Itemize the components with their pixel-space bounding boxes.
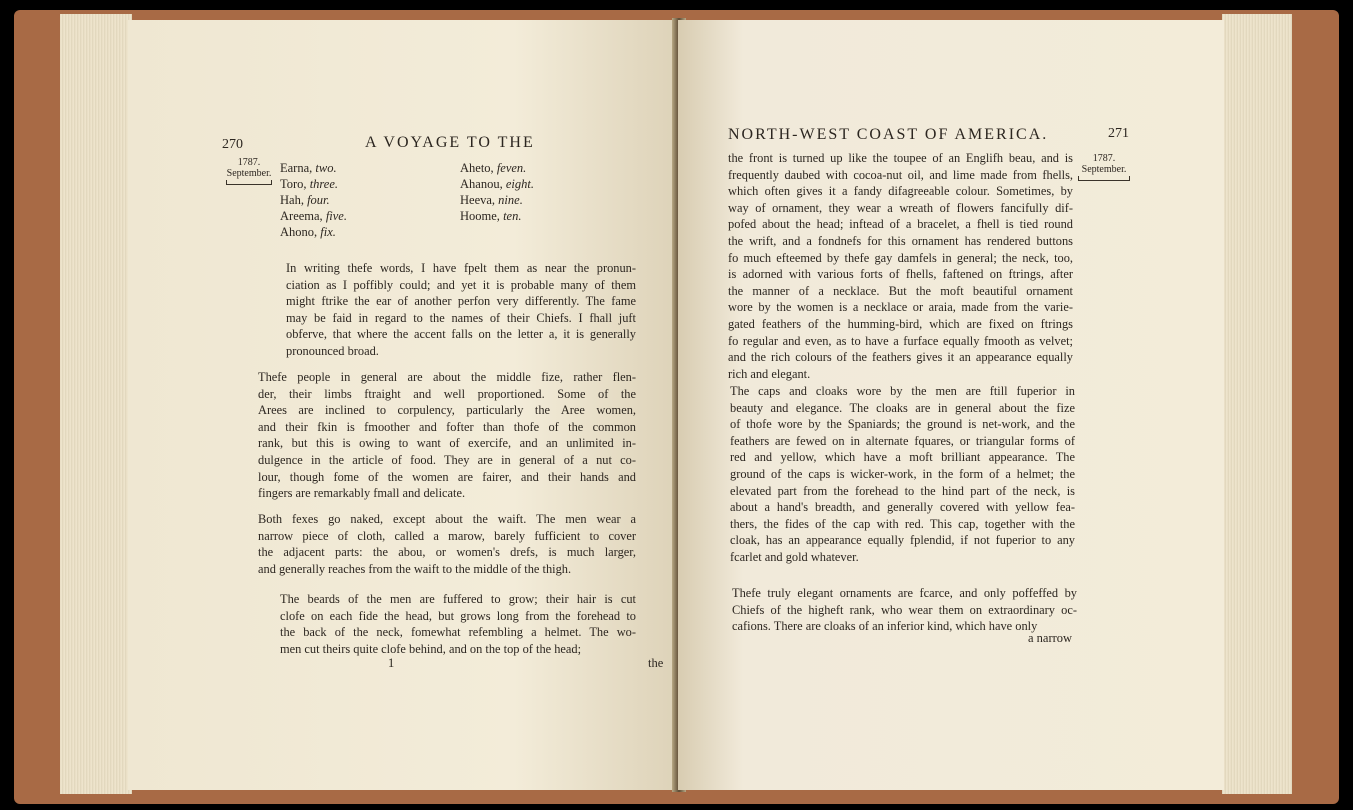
paragraph: [732, 585, 1077, 635]
text-line: fingers are remarkably fmall and delicate.: [258, 486, 466, 501]
text-line: Thefe people in general are about the middle fize, rather flen-: [258, 370, 636, 384]
numeral-gloss: two.: [315, 161, 337, 175]
text-line: and generally reaches from the waift to the middle of the thigh.: [258, 561, 572, 576]
text-line: about a hand's breadth, and generally covered with yellow fea-: [730, 500, 1075, 515]
text-line: fo regular and even, as to have a furface equally fmooth as velvet;: [728, 333, 1073, 348]
numeral-word: Hah,: [280, 193, 308, 207]
text-line: wore by the women is a necklace or araia, made from the varie-: [728, 300, 1073, 315]
margin-month: September.: [1081, 164, 1127, 175]
text-line: is adorned with various forts of fhells, faftened on ftrings, after: [728, 267, 1073, 282]
text-line: of thofe wore by the Spaniards; the ground is net-work, and the: [730, 417, 1075, 432]
text-line: rich and elegant.: [728, 366, 811, 381]
text-line: ground of the caps is wicker-work, in the form of a helmet; the: [730, 466, 1075, 481]
numeral-entry: [460, 192, 523, 208]
margin-month: September.: [226, 168, 272, 179]
text-line: may be faid in regard to the names of their Chiefs. I fhall juft: [286, 310, 636, 325]
text-line: red and yellow, which have a moft brilliant appearance. The: [730, 450, 1075, 465]
text-line: the front is turned up like the toupee of an Englifh beau, and is: [728, 151, 1073, 165]
paragraph: [258, 511, 636, 577]
margin-year: 1787.: [237, 157, 261, 168]
text-line: narrow piece of cloth, called a marow, barely fufficient to cover: [258, 528, 636, 543]
numeral-gloss: nine.: [498, 193, 523, 207]
text-line: Chiefs of the higheft rank, who wear them on extraordinary oc-: [732, 602, 1077, 617]
numeral-word: Earna,: [280, 161, 316, 175]
paragraph: [286, 260, 636, 360]
text-line: the wrift, and a fondnefs for this ornament has rendered buttons: [728, 233, 1073, 248]
text-line: The beards of the men are fuffered to grow; their hair is cut: [280, 592, 636, 606]
numeral-gloss: five.: [325, 209, 347, 223]
catchword: a narrow: [1028, 631, 1073, 645]
numeral-entry: [460, 208, 521, 224]
text-line: the back of the neck, fomewhat refembling a helmet. The wo-: [280, 625, 636, 640]
numeral-gloss: feven.: [496, 161, 527, 175]
text-line: which often gives it a fandy difagreeable colour. Sometimes, by: [728, 184, 1073, 199]
text-line: the manner of a necklace. But the moft beautiful ornament: [728, 283, 1073, 298]
text-line: elevated part from the forehead to the hind part of the neck, is: [730, 483, 1075, 498]
signature-mark: 1: [388, 656, 395, 670]
text-line: might ftrike the ear of another perfon very differently. The fame: [286, 294, 636, 309]
numeral-entry: [280, 176, 338, 192]
text-line: cloak, has an appearance equally fplendid, if not fuperior to any: [730, 533, 1075, 548]
text-line: fcarlet and gold whatever.: [730, 549, 859, 564]
text-line: thers, the fides of the cap with red. This cap, together with the: [730, 516, 1075, 531]
numeral-entry: [280, 208, 347, 224]
text-line: and the rich colours of the feathers gives it an appearance equally: [728, 350, 1073, 365]
text-line: rank, but this is owing to want of exercife, and an unlimited in-: [258, 436, 636, 451]
text-line: beauty and elegance. The cloaks are in general about the fize: [730, 400, 1075, 415]
catchword: the: [648, 656, 664, 670]
text-line: In writing thefe words, I have fpelt them as near the pronun-: [286, 261, 636, 275]
text-line: Arees are inclined to corpulency, particularly the Aree women,: [258, 403, 636, 418]
text-line: dulgence in the article of food. They are in general of a nut co-: [258, 452, 636, 467]
text-line: frequently daubed with cocoa-nut oil, and lime made from fhells,: [728, 167, 1073, 182]
margin-year: 1787.: [1092, 153, 1116, 164]
right-page: [678, 20, 1224, 790]
margin-date: [226, 157, 272, 185]
paragraph: [728, 150, 1073, 382]
text-line: pofed about the head; inftead of a bracelet, a fhell is tied round: [728, 217, 1073, 232]
numeral-word: Toro,: [280, 177, 310, 191]
text-line: lour, though fome of the women are fairer, and their hands and: [258, 469, 636, 484]
numeral-gloss: three.: [309, 177, 339, 191]
page-number: 270: [222, 137, 243, 152]
numeral-word: Ahanou,: [460, 177, 506, 191]
text-line: Thefe truly elegant ornaments are fcarce, and only poffeffed by: [732, 586, 1077, 600]
left-page: [128, 20, 680, 790]
text-line: obferve, that where the accent falls on the letter a, it is generally: [286, 327, 636, 342]
numeral-word: Heeva,: [460, 193, 499, 207]
text-line: Both fexes go naked, except about the waift. The men wear a: [258, 512, 636, 526]
text-line: the adjacent parts: the abou, or women's drefs, is much larger,: [258, 545, 636, 560]
numeral-gloss: four.: [307, 193, 330, 207]
text-line: way of ornament, they wear a wreath of flowers fancifully dif-: [728, 200, 1073, 215]
text-line: gated feathers of the humming-bird, which are fixed on ftrings: [728, 316, 1073, 331]
text-line: der, their limbs ftraight and well proportioned. Some of the: [258, 386, 636, 401]
text-line: and their fkin is fmoother and fofter than thofe of the common: [258, 419, 636, 434]
margin-brace: [226, 180, 272, 185]
margin-date: [1078, 153, 1130, 181]
page-edges-right: [1222, 14, 1292, 794]
text-line: feathers are fewed on in alternate fquares, or triangular forms of: [730, 433, 1075, 448]
margin-brace: [1078, 176, 1130, 181]
numeral-word: Aheto,: [460, 161, 497, 175]
numeral-gloss: ten.: [503, 209, 522, 223]
text-line: The caps and cloaks wore by the men are ftill fuperior in: [730, 384, 1075, 398]
running-header: NORTH-WEST COAST OF AMERICA.: [728, 126, 1049, 143]
text-line: cafions. There are cloaks of an inferior kind, which have only: [732, 619, 1038, 634]
page-number: 271: [1108, 126, 1129, 141]
text-line: men cut theirs quite clofe behind, and on the top of the head;: [280, 641, 582, 656]
numeral-entry: [460, 176, 534, 192]
paragraph: [280, 591, 636, 657]
text-line: pronounced broad.: [286, 343, 379, 358]
text-line: ciation as I poffibly could; and yet it is probable many of them: [286, 277, 636, 292]
numeral-entry: [280, 224, 336, 240]
running-header: A VOYAGE TO THE: [365, 134, 535, 151]
numeral-entry: [460, 160, 526, 176]
numeral-entry: [280, 192, 330, 208]
numeral-word: Ahono,: [280, 225, 321, 239]
text-line: clofe on each fide the head, but grows long from the forehead to: [280, 608, 636, 623]
numeral-entry: [280, 160, 337, 176]
paragraph: [730, 383, 1075, 566]
numeral-word: Hoome,: [460, 209, 504, 223]
paragraph: [258, 369, 636, 502]
numeral-word: Areema,: [280, 209, 326, 223]
numeral-gloss: eight.: [505, 177, 534, 191]
text-line: fo much efteemed by thefe gay damfels in general; the neck, too,: [728, 250, 1073, 265]
page-edges-left: [60, 14, 132, 794]
numeral-gloss: fix.: [320, 225, 336, 239]
